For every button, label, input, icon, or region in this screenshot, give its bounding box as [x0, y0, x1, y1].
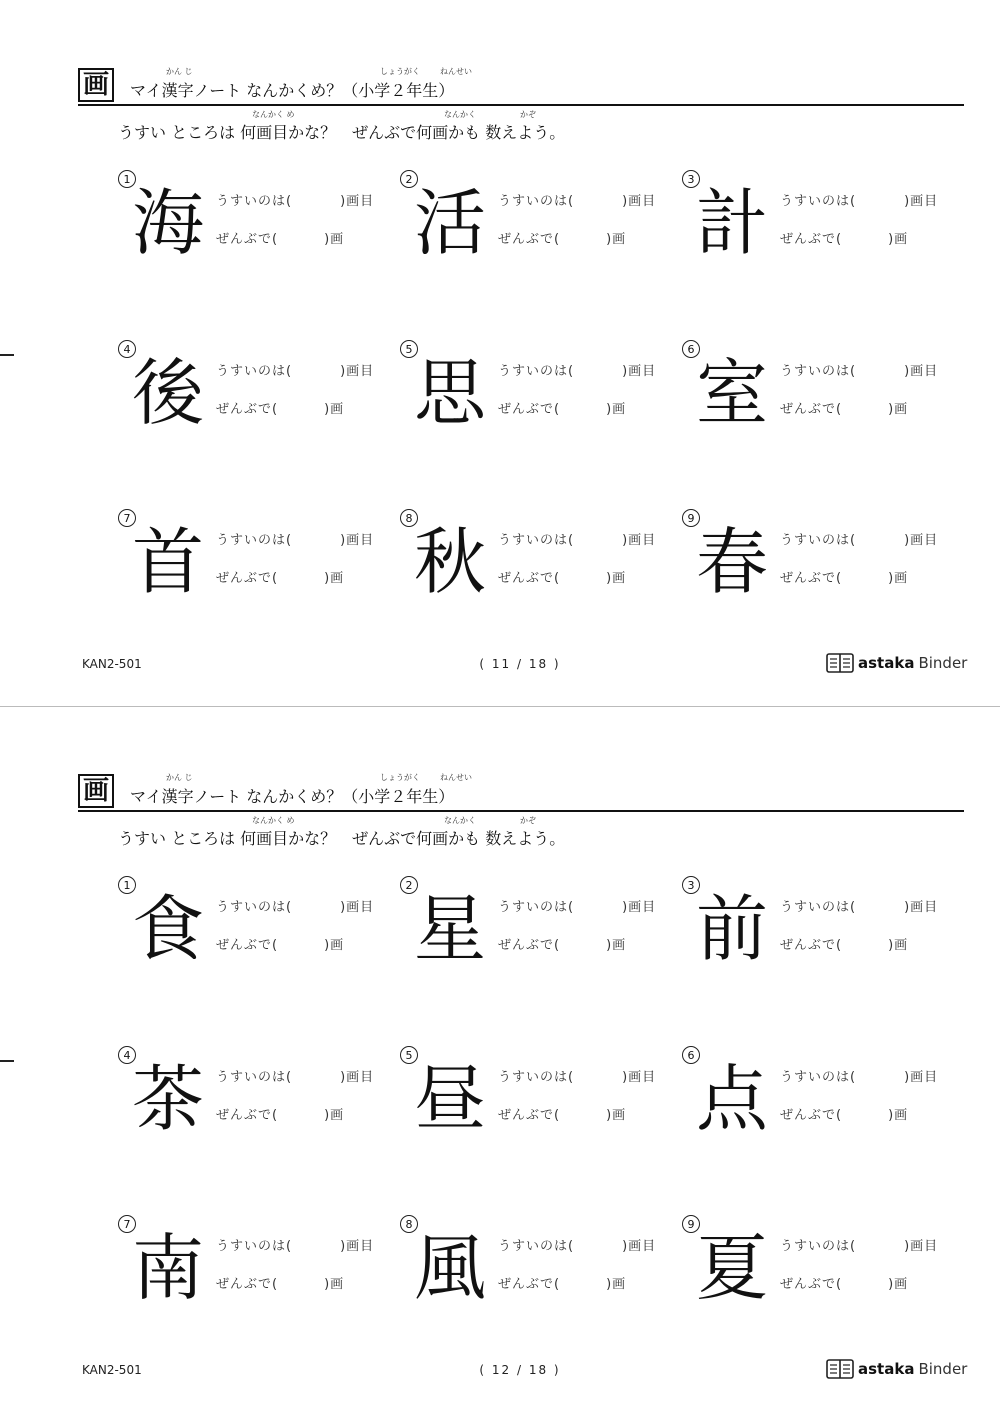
kanji-item: [682, 876, 952, 1006]
kanji-character: [690, 348, 774, 432]
item-number: 6: [682, 340, 700, 358]
item-number: 5: [400, 340, 418, 358]
kanji-character: [126, 884, 210, 968]
q1-suffix: )画目: [340, 533, 375, 548]
kanji-character: [126, 1223, 210, 1307]
kanji-text: 首: [131, 520, 205, 601]
brand-logo: [826, 1358, 967, 1380]
item-number: 3: [682, 170, 700, 188]
faint-stroke-question: [780, 529, 938, 548]
kanji-text: 秋: [413, 520, 487, 601]
instruction-text: うすい ところは 何画目かな？ ぜんぶで何画かも 数えよう。: [118, 123, 566, 142]
q2-suffix: )画: [888, 571, 909, 586]
q2-suffix: )画: [888, 938, 909, 953]
kanji-character: [408, 1054, 492, 1138]
title-ruby-nensei: ねんせい: [440, 773, 472, 782]
kanji-glyph: [690, 178, 774, 262]
q2-suffix: )画: [324, 1108, 345, 1123]
q1-prefix: うすいのは(: [498, 1070, 575, 1085]
binder-icon: [826, 1358, 854, 1380]
q1-prefix: うすいのは(: [780, 364, 857, 379]
kanji-glyph: [408, 517, 492, 601]
kanji-text: 南: [131, 1226, 205, 1307]
q1-prefix: うすいのは(: [498, 900, 575, 915]
kanji-character: [408, 517, 492, 601]
punch-mark: [0, 1060, 14, 1062]
kanji-character: [690, 1223, 774, 1307]
q2-suffix: )画: [606, 571, 627, 586]
q1-suffix: )画目: [340, 900, 375, 915]
faint-stroke-question: [780, 1066, 938, 1085]
kanji-text: 春: [695, 520, 769, 601]
q2-suffix: )画: [888, 402, 909, 417]
q1-suffix: )画目: [904, 194, 939, 209]
faint-stroke-question: [780, 190, 938, 209]
q2-suffix: )画: [324, 1277, 345, 1292]
faint-stroke-question: [780, 1235, 938, 1254]
total-stroke-question: [498, 1273, 626, 1292]
q2-prefix: ぜんぶで(: [216, 1108, 279, 1123]
kanji-text: 星: [413, 887, 487, 968]
q1-suffix: )画目: [622, 533, 657, 548]
faint-stroke-question: [216, 896, 374, 915]
q2-prefix: ぜんぶで(: [780, 1108, 843, 1123]
q2-prefix: ぜんぶで(: [780, 938, 843, 953]
q2-suffix: )画: [324, 402, 345, 417]
kanji-text: 風: [413, 1226, 487, 1307]
q1-suffix: )画目: [904, 1239, 939, 1254]
kanji-item: [118, 876, 388, 1006]
q2-prefix: ぜんぶで(: [498, 232, 561, 247]
kanji-text: 活: [413, 181, 487, 262]
faint-stroke-question: [216, 1235, 374, 1254]
q2-suffix: )画: [888, 232, 909, 247]
q2-prefix: ぜんぶで(: [498, 938, 561, 953]
brand-logo: [826, 652, 967, 674]
item-number: 1: [118, 170, 136, 188]
q2-suffix: )画: [606, 938, 627, 953]
item-number: 4: [118, 340, 136, 358]
kanji-glyph: [126, 1223, 210, 1307]
kanji-text: 後: [131, 351, 205, 432]
worksheet-page-11: [0, 0, 1000, 706]
kanji-item: [118, 509, 388, 639]
q1-prefix: うすいのは(: [216, 900, 293, 915]
brand-name-a: astaka: [858, 654, 915, 672]
faint-stroke-question: [216, 1066, 374, 1085]
total-stroke-question: [780, 398, 908, 417]
worksheet-code: KAN2-501: [82, 657, 142, 671]
q2-prefix: ぜんぶで(: [498, 571, 561, 586]
kanji-item: [682, 1046, 952, 1176]
page-title: [130, 773, 472, 807]
kanji-glyph: [126, 884, 210, 968]
total-stroke-question: [780, 1273, 908, 1292]
brand-name-a: astaka: [858, 1360, 915, 1378]
q2-prefix: ぜんぶで(: [216, 938, 279, 953]
q2-prefix: ぜんぶで(: [498, 402, 561, 417]
total-stroke-question: [498, 398, 626, 417]
q2-prefix: ぜんぶで(: [780, 232, 843, 247]
total-stroke-question: [498, 228, 626, 247]
instr-ruby-1: なんかく め: [252, 816, 295, 825]
kanji-item: [682, 170, 952, 300]
title-ruby-shougaku: しょうがく: [380, 67, 420, 76]
q2-prefix: ぜんぶで(: [216, 232, 279, 247]
title-ruby-nensei: ねんせい: [440, 67, 472, 76]
kanji-text: 前: [695, 887, 769, 968]
instruction: [118, 110, 566, 143]
faint-stroke-question: [498, 529, 656, 548]
q2-suffix: )画: [606, 232, 627, 247]
item-number: 1: [118, 876, 136, 894]
worksheet-code: KAN2-501: [82, 1363, 142, 1377]
kanji-item: [682, 340, 952, 470]
q1-prefix: うすいのは(: [216, 533, 293, 548]
item-number: 9: [682, 509, 700, 527]
q1-suffix: )画目: [340, 1070, 375, 1085]
kanji-item: [682, 509, 952, 639]
q1-prefix: うすいのは(: [780, 1070, 857, 1085]
faint-stroke-question: [216, 529, 374, 548]
binder-icon: [826, 652, 854, 674]
kanji-item: [118, 170, 388, 300]
faint-stroke-question: [498, 190, 656, 209]
instr-ruby-1: なんかく め: [252, 110, 295, 119]
item-number: 6: [682, 1046, 700, 1064]
instruction-text: うすい ところは 何画目かな？ ぜんぶで何画かも 数えよう。: [118, 829, 566, 848]
item-number: 9: [682, 1215, 700, 1233]
total-stroke-question: [780, 934, 908, 953]
title-ruby-kanji: かん じ: [166, 773, 193, 782]
faint-stroke-question: [498, 896, 656, 915]
kanji-text: 茶: [131, 1057, 205, 1138]
q1-suffix: )画目: [340, 194, 375, 209]
q2-prefix: ぜんぶで(: [216, 402, 279, 417]
title-text: マイ漢字ノート なんかくめ？（小学２年生）: [130, 81, 455, 100]
kanji-glyph: [690, 1054, 774, 1138]
page-number: ( 11 / 18 ): [479, 657, 561, 671]
kanji-text: 夏: [695, 1226, 769, 1307]
instr-ruby-2: なんかく: [444, 110, 476, 119]
kanji-glyph: [690, 1223, 774, 1307]
total-stroke-question: [216, 1104, 344, 1123]
total-stroke-question: [780, 228, 908, 247]
item-number: 2: [400, 876, 418, 894]
total-stroke-question: [216, 1273, 344, 1292]
kanji-item: [400, 170, 670, 300]
title-box: [78, 68, 114, 102]
kanji-text: 室: [695, 351, 769, 432]
total-stroke-question: [498, 934, 626, 953]
kanji-item: [118, 340, 388, 470]
kanji-glyph: [408, 178, 492, 262]
kanji-character: [126, 517, 210, 601]
item-number: 2: [400, 170, 418, 188]
q2-prefix: ぜんぶで(: [498, 1108, 561, 1123]
q1-suffix: )画目: [904, 533, 939, 548]
q1-prefix: うすいのは(: [216, 1239, 293, 1254]
instr-ruby-2: なんかく: [444, 816, 476, 825]
kanji-text: 計: [695, 181, 769, 262]
brand-name-b: Binder: [918, 654, 968, 672]
q1-suffix: )画目: [622, 900, 657, 915]
item-number: 8: [400, 1215, 418, 1233]
kanji-character: [408, 178, 492, 262]
faint-stroke-question: [216, 360, 374, 379]
q1-suffix: )画目: [904, 1070, 939, 1085]
kanji-glyph: [126, 1054, 210, 1138]
q2-suffix: )画: [606, 1277, 627, 1292]
kanji-character: [690, 178, 774, 262]
kanji-glyph: [408, 1223, 492, 1307]
faint-stroke-question: [216, 190, 374, 209]
kanji-text: 思: [413, 351, 487, 432]
q1-prefix: うすいのは(: [498, 1239, 575, 1254]
instruction: [118, 816, 566, 849]
item-number: 3: [682, 876, 700, 894]
q2-prefix: ぜんぶで(: [780, 1277, 843, 1292]
q2-prefix: ぜんぶで(: [216, 571, 279, 586]
total-stroke-question: [216, 567, 344, 586]
kanji-character: [690, 1054, 774, 1138]
faint-stroke-question: [498, 360, 656, 379]
q2-suffix: )画: [324, 571, 345, 586]
instr-ruby-3: かぞ: [520, 110, 536, 119]
total-stroke-question: [780, 567, 908, 586]
total-stroke-question: [216, 228, 344, 247]
q2-suffix: )画: [606, 1108, 627, 1123]
kanji-glyph: [408, 348, 492, 432]
kanji-glyph: [126, 517, 210, 601]
q2-suffix: )画: [324, 938, 345, 953]
q1-prefix: うすいのは(: [780, 900, 857, 915]
q2-suffix: )画: [606, 402, 627, 417]
q2-prefix: ぜんぶで(: [216, 1277, 279, 1292]
q1-prefix: うすいのは(: [216, 1070, 293, 1085]
q1-prefix: うすいのは(: [780, 1239, 857, 1254]
kanji-character: [126, 1054, 210, 1138]
title-ruby-kanji: かん じ: [166, 67, 193, 76]
kanji-item: [400, 340, 670, 470]
q1-suffix: )画目: [622, 1070, 657, 1085]
kanji-glyph: [126, 178, 210, 262]
kanji-character: [126, 178, 210, 262]
total-stroke-question: [780, 1104, 908, 1123]
q1-prefix: うすいのは(: [498, 194, 575, 209]
item-number: 5: [400, 1046, 418, 1064]
item-number: 7: [118, 1215, 136, 1233]
kanji-item: [118, 1215, 388, 1345]
q1-suffix: )画目: [622, 194, 657, 209]
kanji-text: 海: [131, 181, 205, 262]
q1-suffix: )画目: [340, 364, 375, 379]
total-stroke-question: [498, 1104, 626, 1123]
brand-name-b: Binder: [918, 1360, 968, 1378]
faint-stroke-question: [780, 896, 938, 915]
title-box-char: 画: [82, 70, 109, 100]
title-box-char: 画: [82, 776, 109, 806]
instr-ruby-3: かぞ: [520, 816, 536, 825]
kanji-item: [400, 876, 670, 1006]
kanji-text: 昼: [413, 1057, 487, 1138]
kanji-character: [408, 884, 492, 968]
item-number: 8: [400, 509, 418, 527]
kanji-character: [408, 1223, 492, 1307]
page-title: [130, 67, 472, 101]
punch-mark: [0, 354, 14, 356]
kanji-text: 食: [131, 887, 205, 968]
q2-prefix: ぜんぶで(: [780, 571, 843, 586]
q2-suffix: )画: [888, 1277, 909, 1292]
q1-prefix: うすいのは(: [498, 364, 575, 379]
kanji-character: [690, 884, 774, 968]
total-stroke-question: [498, 567, 626, 586]
q1-suffix: )画目: [622, 364, 657, 379]
q2-suffix: )画: [888, 1108, 909, 1123]
page-number: ( 12 / 18 ): [479, 1363, 561, 1377]
kanji-item: [400, 1046, 670, 1176]
q1-suffix: )画目: [904, 900, 939, 915]
q2-suffix: )画: [324, 232, 345, 247]
q1-prefix: うすいのは(: [780, 533, 857, 548]
kanji-character: [690, 517, 774, 601]
kanji-glyph: [690, 348, 774, 432]
kanji-glyph: [408, 884, 492, 968]
kanji-item: [118, 1046, 388, 1176]
q1-prefix: うすいのは(: [780, 194, 857, 209]
title-rule: [78, 104, 964, 106]
total-stroke-question: [216, 934, 344, 953]
kanji-text: 点: [695, 1057, 769, 1138]
kanji-character: [408, 348, 492, 432]
kanji-character: [126, 348, 210, 432]
kanji-item: [682, 1215, 952, 1345]
q1-prefix: うすいのは(: [498, 533, 575, 548]
title-text: マイ漢字ノート なんかくめ？（小学２年生）: [130, 787, 455, 806]
faint-stroke-question: [498, 1066, 656, 1085]
q2-prefix: ぜんぶで(: [780, 402, 843, 417]
title-rule: [78, 810, 964, 812]
kanji-glyph: [408, 1054, 492, 1138]
kanji-glyph: [126, 348, 210, 432]
kanji-glyph: [690, 517, 774, 601]
kanji-item: [400, 1215, 670, 1345]
worksheet-page-12: [0, 706, 1000, 1412]
faint-stroke-question: [498, 1235, 656, 1254]
q1-suffix: )画目: [904, 364, 939, 379]
item-number: 7: [118, 509, 136, 527]
title-box: [78, 774, 114, 808]
kanji-item: [400, 509, 670, 639]
q1-suffix: )画目: [622, 1239, 657, 1254]
title-ruby-shougaku: しょうがく: [380, 773, 420, 782]
faint-stroke-question: [780, 360, 938, 379]
q2-prefix: ぜんぶで(: [498, 1277, 561, 1292]
q1-prefix: うすいのは(: [216, 364, 293, 379]
q1-prefix: うすいのは(: [216, 194, 293, 209]
total-stroke-question: [216, 398, 344, 417]
q1-suffix: )画目: [340, 1239, 375, 1254]
item-number: 4: [118, 1046, 136, 1064]
kanji-glyph: [690, 884, 774, 968]
